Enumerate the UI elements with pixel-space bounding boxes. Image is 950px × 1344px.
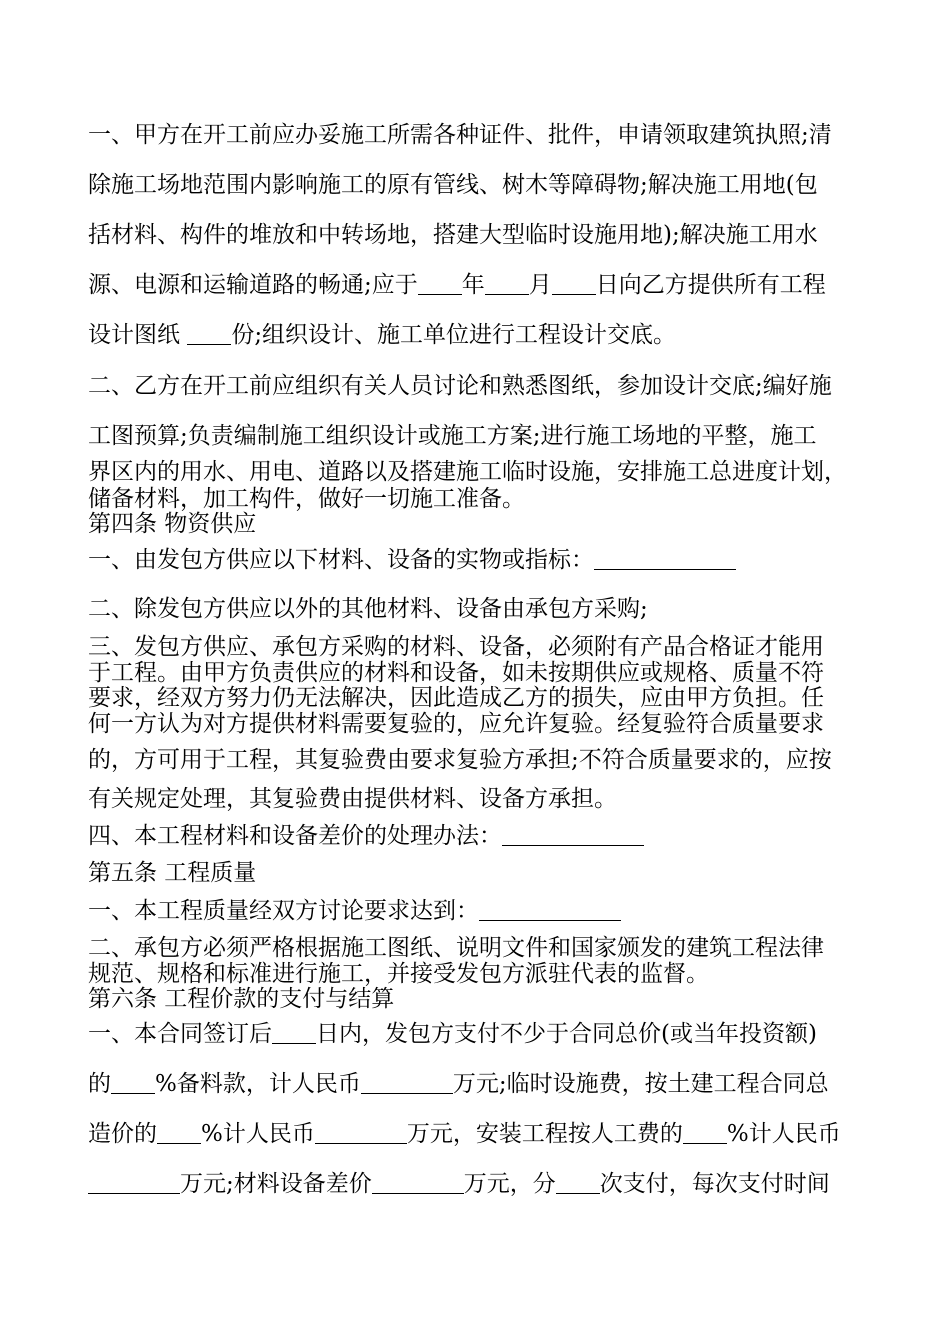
text-line (88, 422, 817, 450)
text: 日向乙方提供所有工程 (595, 272, 826, 298)
text-line (88, 321, 676, 349)
text: 何一方认为对方提供材料需要复验的，应允许复验。经复验符合质量要求 (88, 711, 824, 737)
text-line (88, 633, 824, 661)
text: 第四条 物资供应 (88, 511, 257, 537)
text: 二、除发包方供应以外的其他材料、设备由承包方采购; (88, 596, 648, 622)
text: 于工程。由甲方负责供应的材料和设备，如未按期供应或规格、质量不符 (88, 660, 824, 686)
text: 二、承包方必须严格根据施工图纸、说明文件和国家颁发的建筑工程法律 (88, 935, 824, 961)
text: 括材料、构件的堆放和中转场地，搭建大型临时设施用地);解决施工用水 (88, 222, 818, 248)
blank-amount (315, 1121, 407, 1144)
text-line (88, 1120, 841, 1148)
text: 设计图纸 (88, 322, 188, 348)
text: 一、本工程质量经双方讨论要求达到： (88, 898, 479, 924)
text-line (88, 934, 824, 962)
blank-quality-standard (479, 898, 621, 921)
text: 一、本合同签订后 (88, 1021, 272, 1047)
text: 月 (528, 272, 552, 298)
text: 年 (461, 272, 485, 298)
text: 造价的 (88, 1121, 157, 1147)
text: 有关规定处理，其复验费由提供材料、设备方承担。 (88, 786, 617, 812)
text-line (88, 121, 832, 149)
text: 第六条 工程价款的支付与结算 (88, 986, 395, 1012)
text: 源、电源和运输道路的畅通;应于 (88, 272, 418, 298)
text: 万元;临时设施费，按土建工程合同总 (452, 1071, 829, 1097)
text-line (88, 546, 736, 574)
text-line (88, 897, 621, 925)
text-line (88, 960, 709, 988)
text: 储备材料，加工构件，做好一切施工准备。 (88, 486, 525, 512)
text: %计人民币 (201, 1121, 315, 1147)
blank-percent (157, 1121, 201, 1144)
blank-amount (361, 1071, 453, 1094)
text-line (88, 684, 824, 712)
text: 份;组织设计、施工单位进行工程设计交底。 (231, 322, 677, 348)
text-line (88, 271, 826, 299)
blank-day (552, 272, 596, 295)
text: 要求，经双方努力仍无法解决，因此造成乙方的损失，应由甲方负担。任 (88, 685, 824, 711)
text-line (88, 372, 832, 400)
text: 日内，发包方支付不少于合同总价(或当年投资额) (316, 1021, 817, 1047)
text: 四、本工程材料和设备差价的处理办法： (88, 823, 502, 849)
text-line (88, 485, 525, 513)
text: %备料款，计人民币 (155, 1071, 361, 1097)
text: 界区内的用水、用电、道路以及搭建施工临时设施，安排施工总进度计划， (88, 459, 847, 485)
text-line (88, 595, 648, 623)
text-line (88, 746, 832, 774)
blank-materials (594, 547, 736, 570)
section-heading (88, 510, 256, 538)
blank-price-difference (502, 823, 644, 846)
blank-percent (683, 1121, 727, 1144)
section-heading (88, 985, 394, 1013)
text-line (88, 710, 824, 738)
blank-days (272, 1021, 316, 1044)
text: 一、甲方在开工前应办妥施工所需各种证件、批件，申请领取建筑执照;清 (88, 122, 832, 148)
text-line (88, 171, 818, 199)
text-line (88, 1170, 830, 1198)
text-line (88, 1020, 817, 1048)
blank-amount (372, 1171, 464, 1194)
section-heading (88, 859, 256, 887)
text-line (88, 1070, 829, 1098)
blank-amount (88, 1171, 180, 1194)
text-line (88, 822, 644, 850)
text: %计人民币 (726, 1121, 841, 1147)
text: 三、发包方供应、承包方采购的材料、设备，必须附有产品合格证才能用 (88, 634, 824, 660)
text: 万元，安装工程按人工费的 (406, 1121, 683, 1147)
text: 第五条 工程质量 (88, 860, 257, 886)
blank-year (418, 272, 462, 295)
text: 的 (88, 1071, 111, 1097)
text: 一、由发包方供应以下材料、设备的实物或指标： (88, 547, 594, 573)
text: 次支付，每次支付时间 (599, 1171, 830, 1197)
text-line (88, 785, 617, 813)
text: 除施工场地范围内影响施工的原有管线、树木等障碍物;解决施工用地(包 (88, 172, 818, 198)
blank-copies (187, 322, 231, 345)
text: 的，方可用于工程，其复验费由要求复验方承担;不符合质量要求的，应按 (88, 747, 832, 773)
text: 万元;材料设备差价 (180, 1171, 372, 1197)
text-line (88, 458, 847, 486)
blank-installments (556, 1171, 600, 1194)
text: 万元，分 (463, 1171, 556, 1197)
text: 规范、规格和标准进行施工，并接受发包方派驻代表的监督。 (88, 961, 709, 987)
text-line (88, 659, 824, 687)
text: 二、乙方在开工前应组织有关人员讨论和熟悉图纸，参加设计交底;编好施 (88, 373, 832, 399)
text: 工图预算;负责编制施工组织设计或施工方案;进行施工场地的平整，施工 (88, 423, 817, 449)
blank-month (485, 272, 529, 295)
text-line (88, 221, 818, 249)
blank-percent (111, 1071, 155, 1094)
